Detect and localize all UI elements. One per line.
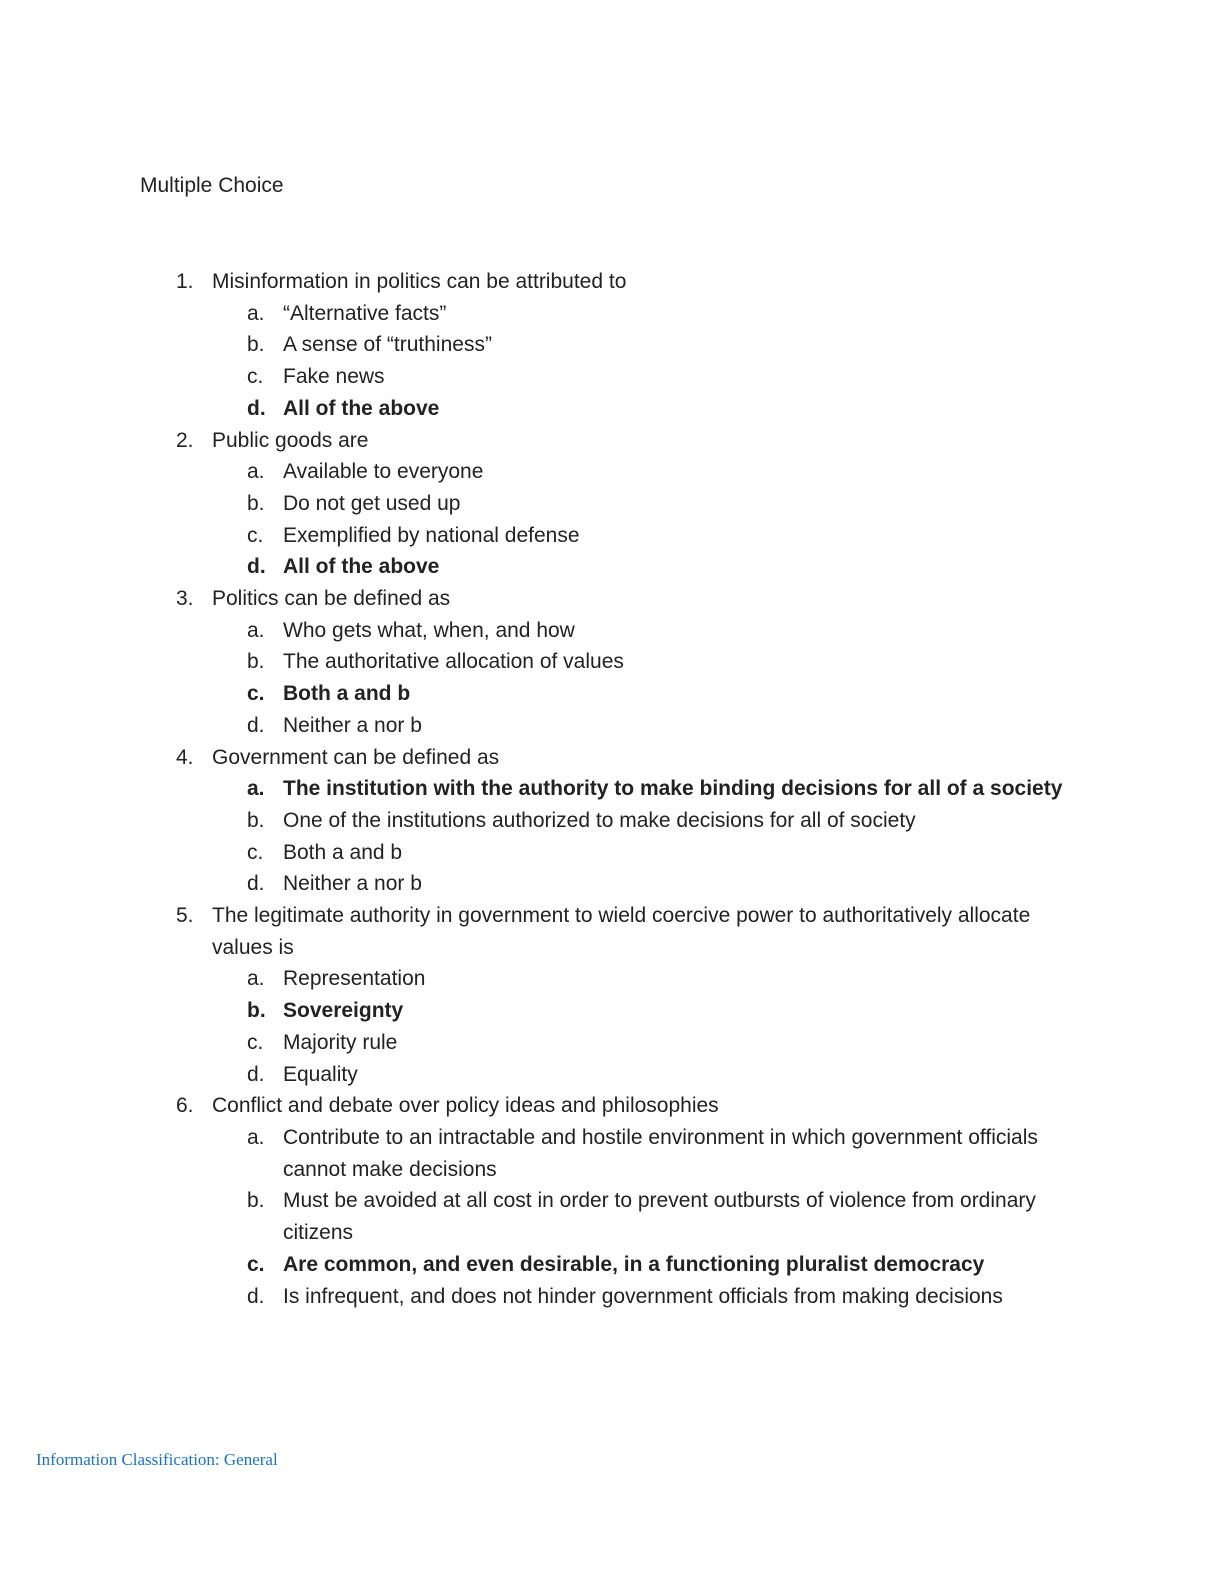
question-number: 4. bbox=[176, 745, 194, 769]
question-text: Politics can be defined as bbox=[212, 587, 451, 611]
option-letter: c. bbox=[247, 523, 264, 547]
answer-option bbox=[0, 361, 1224, 393]
answer-options bbox=[0, 773, 1224, 900]
answer-option-correct bbox=[0, 678, 1224, 710]
question-number: 6. bbox=[176, 1094, 194, 1118]
question-item bbox=[0, 742, 1224, 901]
option-letter: a. bbox=[247, 301, 265, 325]
option-text: The institution with the authority to make binding decisions for all of a society bbox=[283, 777, 1063, 801]
answer-options bbox=[0, 456, 1224, 583]
answer-option-correct bbox=[0, 773, 1224, 805]
option-letter: a. bbox=[247, 460, 265, 484]
option-text: Fake news bbox=[283, 365, 385, 389]
option-letter: b. bbox=[247, 491, 265, 515]
answer-option-correct bbox=[0, 1249, 1224, 1281]
question-item bbox=[0, 1090, 1224, 1312]
answer-option bbox=[0, 963, 1224, 995]
option-letter: c. bbox=[247, 365, 264, 389]
question-list bbox=[0, 266, 1224, 1312]
option-letter: c. bbox=[247, 840, 264, 864]
option-text: Neither a nor b bbox=[283, 872, 422, 896]
question-number: 3. bbox=[176, 587, 194, 611]
answer-option bbox=[0, 1059, 1224, 1091]
option-letter: b. bbox=[247, 808, 265, 832]
option-text: Who gets what, when, and how bbox=[283, 618, 575, 642]
option-text: “Alternative facts” bbox=[283, 301, 447, 325]
answer-options bbox=[0, 1122, 1224, 1312]
option-letter: b. bbox=[247, 1189, 265, 1213]
question-text: The legitimate authority in government to wield coercive power to authoritatively allocate values is bbox=[212, 904, 1031, 959]
question-number: 1. bbox=[176, 270, 194, 293]
answer-option-correct bbox=[0, 393, 1224, 425]
option-text: Majority rule bbox=[283, 1030, 398, 1054]
answer-options bbox=[0, 615, 1224, 742]
option-text: Both a and b bbox=[283, 682, 411, 706]
option-text: Is infrequent, and does not hinder government officials from making decisions bbox=[283, 1284, 1003, 1308]
option-text: One of the institutions authorized to make decisions for all of society bbox=[283, 808, 916, 832]
option-letter: a. bbox=[247, 618, 265, 642]
option-text: Representation bbox=[283, 967, 426, 991]
option-letter: d. bbox=[247, 872, 265, 896]
question-item bbox=[0, 266, 1224, 425]
option-letter: d. bbox=[247, 396, 266, 420]
answer-option bbox=[0, 1027, 1224, 1059]
option-text: Available to everyone bbox=[283, 460, 484, 484]
answer-option bbox=[0, 805, 1224, 837]
option-text: Are common, and even desirable, in a functioning pluralist democracy bbox=[283, 1252, 985, 1276]
answer-option-correct bbox=[0, 995, 1224, 1027]
question-text: Misinformation in politics can be attributed to bbox=[212, 270, 627, 293]
answer-option bbox=[0, 329, 1224, 361]
option-letter: d. bbox=[247, 713, 265, 737]
classification-footer: Information Classification: General bbox=[36, 1450, 278, 1469]
option-letter: c. bbox=[247, 682, 265, 706]
option-text: Exemplified by national defense bbox=[283, 523, 580, 547]
answer-option bbox=[0, 868, 1224, 900]
answer-option bbox=[0, 615, 1224, 647]
answer-option bbox=[0, 298, 1224, 330]
answer-option bbox=[0, 520, 1224, 552]
option-letter: b. bbox=[247, 999, 266, 1023]
answer-options bbox=[0, 298, 1224, 425]
question-number: 5. bbox=[176, 904, 194, 928]
answer-option bbox=[0, 710, 1224, 742]
option-letter: c. bbox=[247, 1252, 265, 1276]
question-text: Public goods are bbox=[212, 428, 369, 452]
option-text: Do not get used up bbox=[283, 491, 461, 515]
option-letter: b. bbox=[247, 333, 265, 357]
option-text: Must be avoided at all cost in order to prevent outbursts of violence from ordinary citizens bbox=[283, 1189, 1036, 1245]
answer-option bbox=[0, 837, 1224, 869]
option-letter: d. bbox=[247, 1284, 265, 1308]
answer-option bbox=[0, 1281, 1224, 1313]
option-letter: a. bbox=[247, 967, 265, 991]
question-item bbox=[0, 425, 1224, 584]
option-text: Sovereignty bbox=[283, 999, 404, 1023]
option-text: Both a and b bbox=[283, 840, 403, 864]
question-number: 2. bbox=[176, 428, 194, 452]
option-text: Neither a nor b bbox=[283, 713, 422, 737]
question-text: Conflict and debate over policy ideas and philosophies bbox=[212, 1094, 719, 1118]
option-text: Equality bbox=[283, 1062, 358, 1086]
option-text: Contribute to an intractable and hostile environment in which government officials cannot make decisions bbox=[283, 1125, 1038, 1181]
option-letter: c. bbox=[247, 1030, 264, 1054]
answer-option bbox=[0, 488, 1224, 520]
answer-option bbox=[0, 456, 1224, 488]
option-letter: d. bbox=[247, 1062, 265, 1086]
option-letter: a. bbox=[247, 777, 265, 801]
answer-option bbox=[0, 1122, 1224, 1185]
option-letter: d. bbox=[247, 555, 266, 579]
option-letter: a. bbox=[247, 1125, 265, 1149]
option-text: A sense of “truthiness” bbox=[283, 333, 492, 357]
option-text: The authoritative allocation of values bbox=[283, 650, 624, 674]
answer-option bbox=[0, 646, 1224, 678]
option-text: All of the above bbox=[283, 555, 440, 579]
question-text: Government can be defined as bbox=[212, 745, 500, 769]
option-letter: b. bbox=[247, 650, 265, 674]
answer-options bbox=[0, 963, 1224, 1090]
answer-option-correct bbox=[0, 551, 1224, 583]
page-title: Multiple Choice bbox=[140, 174, 284, 197]
answer-option bbox=[0, 1185, 1224, 1248]
question-item bbox=[0, 583, 1224, 742]
option-text: All of the above bbox=[283, 396, 440, 420]
question-item bbox=[0, 900, 1224, 1090]
